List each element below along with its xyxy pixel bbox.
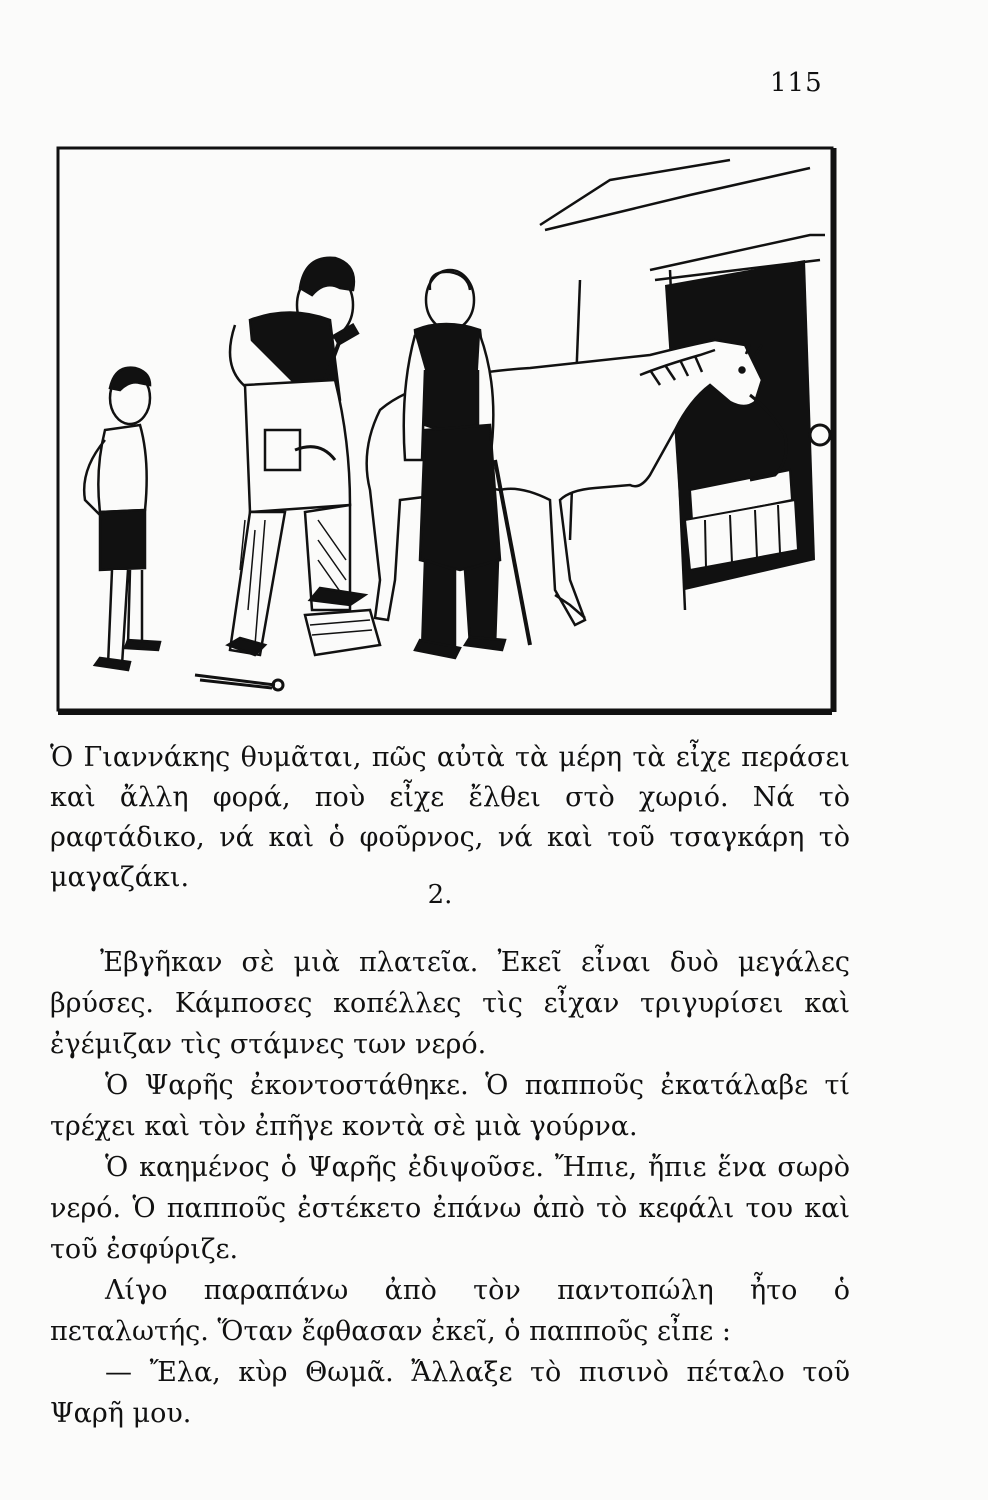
paragraph: Λίγο παραπάνω ἀπὸ τὸν παντοπώλη ἦτο ὁ πεταλωτής. Ὅταν ἔφθασαν ἐκεῖ, ὁ παπποῦς εἶπε :: [50, 1275, 850, 1347]
paragraph: Ἐβγῆκαν σὲ μιὰ πλατεῖα. Ἐκεῖ εἶναι δυὸ μεγάλες βρύσες. Κάμποσες κοπέλλες τὶς εἶχαν τριγυρίσει καὶ ἐγέμιζαν τὶς στάμνες των νερό.: [50, 947, 850, 1060]
paragraph: — Ἔλα, κὺρ Θωμᾶ. Ἄλλαξε τὸ πισινὸ πέταλο τοῦ Ψαρῆ μου.: [50, 1357, 850, 1429]
body-text: [50, 942, 850, 1434]
illustration-caption: [50, 738, 850, 898]
caption-text: Ὁ Γιαννάκης θυμᾶται, πῶς αὐτὰ τὰ μέρη τὰ εἶχε περάσει καὶ ἄλλη φορά, ποὺ εἶχε ἔλθει στὸ χωριό. Νά τὸ ραφτάδικο, νά καὶ ὁ φοῦρνος, νά καὶ τοῦ τσαγκάρη τὸ μαγαζάκι.: [50, 742, 850, 893]
paragraph: Ὁ Ψαρῆς ἐκοντοστάθηκε. Ὁ παπποῦς ἐκατάλαβε τί τρέχει καὶ τὸν ἐπῆγε κοντὰ σὲ μιὰ γούρνα.: [50, 1070, 850, 1142]
blacksmith-illustration: [50, 140, 840, 720]
paragraph: Ὁ καημένος ὁ Ψαρῆς ἐδιψοῦσε. Ἤπιε, ἤπιε ἕνα σωρὸ νερό. Ὁ παπποῦς ἐστέκετο ἐπάνω ἀπὸ τὸ κεφάλι του καὶ τοῦ ἐσφύριζε.: [50, 1152, 850, 1265]
section-number: 2.: [427, 880, 453, 910]
stable-door-icon: [665, 260, 830, 590]
page-number: 115: [770, 68, 823, 98]
